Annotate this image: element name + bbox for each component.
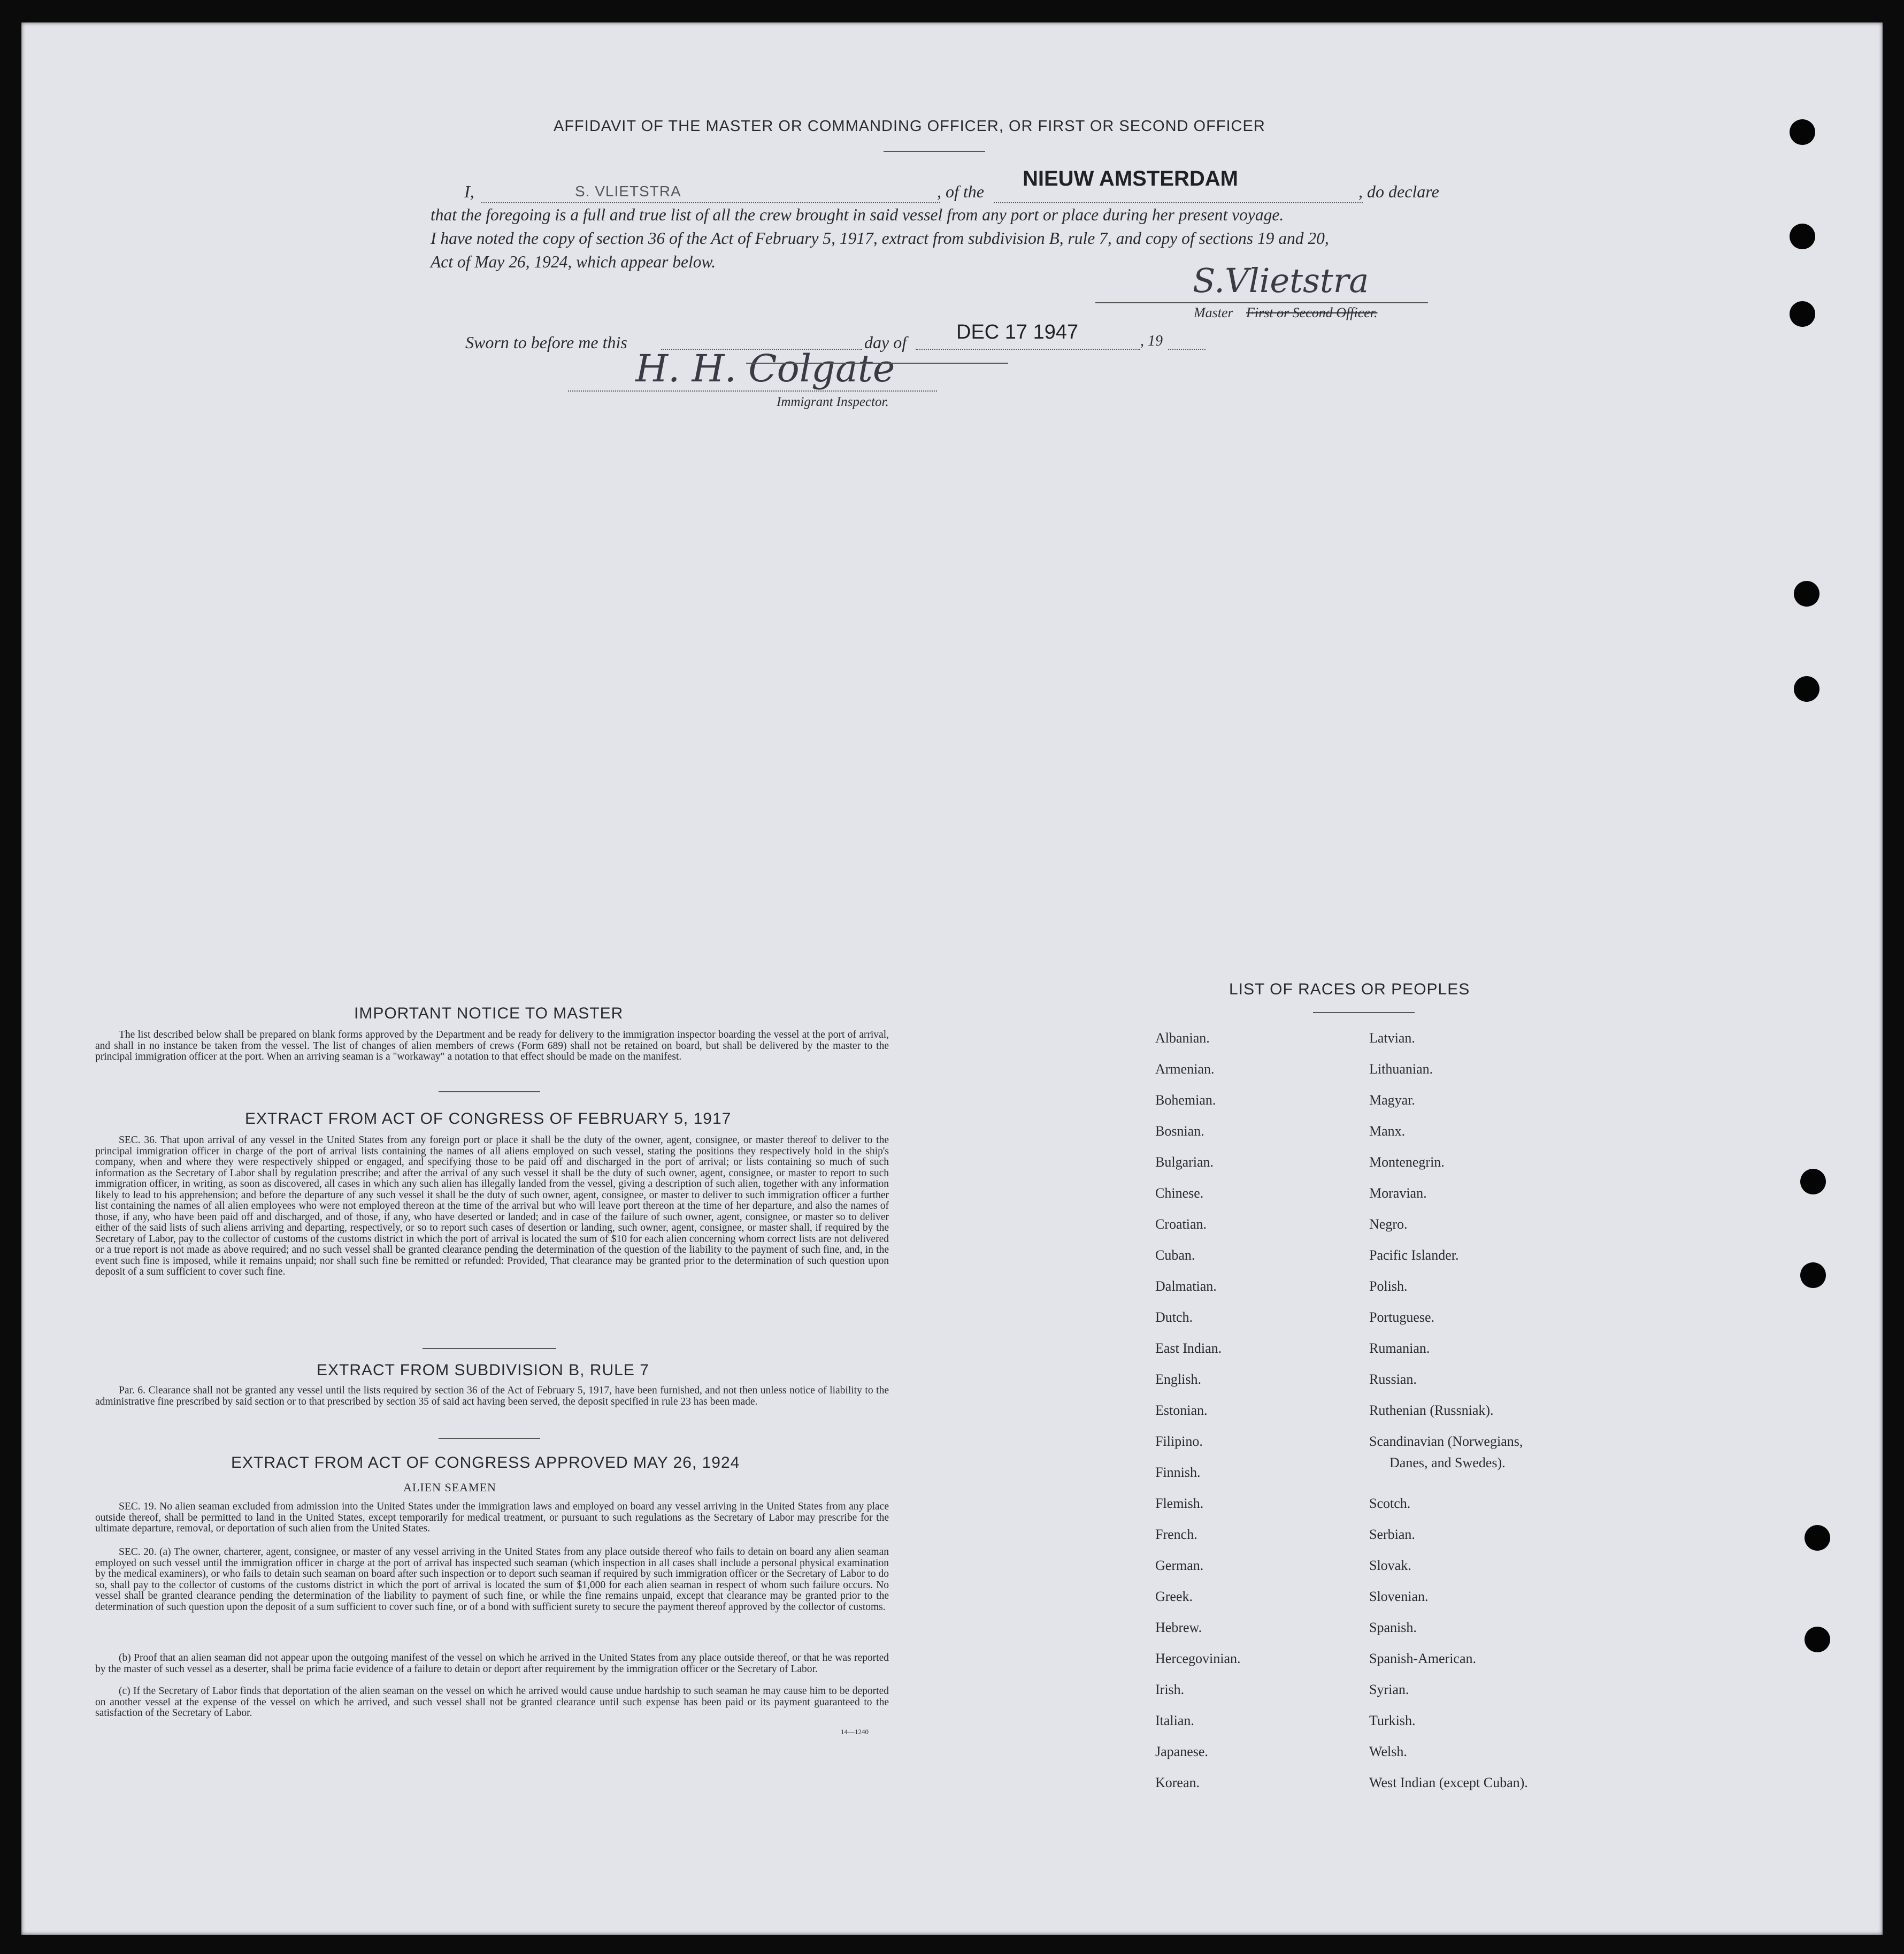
race-item: Moravian.: [1369, 1185, 1427, 1201]
binder-hole: [1800, 1262, 1826, 1288]
declaration-line-4: Act of May 26, 1924, which appear below.: [431, 252, 716, 271]
race-item: Hercegovinian.: [1155, 1651, 1241, 1666]
binder-hole: [1805, 1627, 1830, 1652]
declaration-line-2: that the foregoing is a full and true list of all the crew brought in said vessel from any port or place during her present voyage.: [431, 205, 1284, 224]
race-item: Scandinavian (Norwegians,: [1369, 1434, 1523, 1449]
sworn-year-prefix: , 19: [1140, 333, 1163, 349]
inspector-stroke: [746, 363, 1008, 364]
master-signature: S.Vlietstra: [1193, 261, 1369, 300]
alien-seamen-subheading: ALIEN SEAMEN: [403, 1481, 496, 1494]
affidavit-title: AFFIDAVIT OF THE MASTER OR COMMANDING OFFICER, OR FIRST OR SECOND OFFICER: [554, 118, 1265, 135]
race-item: Slovenian.: [1369, 1589, 1429, 1604]
rule7-body: Par. 6. Clearance shall not be granted any vessel until the lists required by section 36 of the Act of February 5, 1917, have been furnished, and not then unless notice of liability to the administrative fine prescribed by said section or to that prescribed by section 35 of said act having been served, the deposit specified in rule 23 has been made.: [95, 1385, 889, 1407]
race-item: Slovak.: [1369, 1558, 1411, 1573]
race-item: Armenian.: [1155, 1061, 1215, 1077]
race-item: Cuban.: [1155, 1247, 1195, 1263]
race-item: Finnish.: [1155, 1465, 1201, 1480]
master-signature-line: [1095, 302, 1428, 303]
race-item: German.: [1155, 1558, 1204, 1573]
race-item: Bulgarian.: [1155, 1154, 1214, 1170]
inspector-signature: H. H. Colgate: [635, 347, 895, 390]
race-item: English.: [1155, 1371, 1201, 1387]
race-item: Polish.: [1369, 1278, 1408, 1294]
race-item: Greek.: [1155, 1589, 1193, 1604]
race-item: Lithuanian.: [1369, 1061, 1433, 1077]
race-item: Latvian.: [1369, 1030, 1415, 1046]
extract-1917-rule: [423, 1348, 556, 1349]
vessel-name-stamp: NIEUW AMSTERDAM: [1023, 167, 1238, 190]
race-item: Manx.: [1369, 1123, 1406, 1139]
race-item: French.: [1155, 1527, 1197, 1542]
race-item: Scotch.: [1369, 1496, 1411, 1511]
extract-1917-body: SEC. 36. That upon arrival of any vessel in the United States from any foreign port or place it shall be the duty of the owner, agent, consignee, or master thereof to deliver to the principal immigration officer in charge of the port of arrival lists containing the names of all aliens employed on such vessel, stating the positions they respectively hold in the ship's company, when and where they were respectively shipped or engaged, and specifying those to be paid off and discharged in the port of arrival; or lists containing so much of such information as the Secretary of Labor shall by regulation prescribe; and after the arrival of any such vessel it shall be the duty of such owner, agent, consignee, or master to report to such immigration officer, in writing, as soon as discovered, all cases in which any such alien has illegally landed from the vessel, giving a description of such alien, together with any information likely to lead to his apprehension; and before the departure of any such vessel it shall be the duty of such owner, agent, consignee, or master to deliver to such immigration officer a further list containing the names of all alien employees who were not employed thereon at the time of the arrival but who will leave port thereon at the time of her departure, and also the names of those, if any, who have been paid off and discharged, and of those, if any, who have deserted or landed; and in case of the failure of such owner, agent, consignee, or master so to deliver either of the said lists of such aliens arriving and departing, respectively, or so to report such cases of desertion or landing, such owner, agent, consignee, or master shall, if required by the Secretary of Labor, pay to the collector of customs of the customs district in which the port of arrival is located the sum of $10 for each alien concerning whom correct lists are not delivered or a true report is not made as above required; and no such vessel shall be granted clearance pending the determination of the question of the liability to the payment of such fine, and, in the event such fine is imposed, while it remains unpaid; nor shall such fine be remitted or refunded: Provided, That clearance may be granted prior to the determination of such question upon deposit of a sum sufficient to cover such fine.: [95, 1135, 889, 1277]
race-item: Magyar.: [1369, 1092, 1415, 1108]
race-item: Negro.: [1369, 1216, 1408, 1232]
form-page: [21, 22, 1883, 1935]
rule7-heading: EXTRACT FROM SUBDIVISION B, RULE 7: [317, 1361, 649, 1379]
race-item: Chinese.: [1155, 1185, 1204, 1201]
race-item: East Indian.: [1155, 1340, 1222, 1356]
races-heading: LIST OF RACES OR PEOPLES: [1229, 980, 1470, 998]
race-item: Spanish-American.: [1369, 1651, 1477, 1666]
inspector-title: Immigrant Inspector.: [777, 395, 889, 409]
binder-hole: [1790, 301, 1815, 327]
officer-name-field: [481, 186, 940, 203]
form-number: 14—1240: [841, 1728, 869, 1736]
race-item: Korean.: [1155, 1775, 1200, 1790]
race-item: Estonian.: [1155, 1403, 1208, 1418]
signer-title-master: Master: [1194, 305, 1233, 320]
binder-hole: [1790, 224, 1815, 249]
sec20c-body: (c) If the Secretary of Labor finds that deportation of the alien seaman on the vessel on which he arrived would cause undue hardship to such seaman he may cause him to be deported on another vessel at the expense of the vessel on which he arrived, and such vessel shall not be granted clearance until such expense has been paid or its payment guaranteed to the satisfaction of the Secretary of Labor.: [95, 1685, 889, 1719]
race-item: Pacific Islander.: [1369, 1247, 1459, 1263]
race-item: Dutch.: [1155, 1309, 1193, 1325]
sworn-prefix: Sworn to before me this: [465, 333, 627, 352]
rule7-rule: [439, 1438, 540, 1439]
race-item: Spanish.: [1369, 1620, 1417, 1635]
race-item: Portuguese.: [1369, 1309, 1435, 1325]
sec20b-body: (b) Proof that an alien seaman did not appear upon the outgoing manifest of the vessel on which he arrived in the United States from any place outside thereof, or that he was reported by the master of such vessel as a deserter, shall be prima facie evidence of a failure to detain or deport after requirement by the immigration officer or the Secretary of Labor.: [95, 1652, 889, 1675]
binder-hole: [1794, 676, 1819, 702]
inspector-signature-line: [568, 380, 937, 392]
officer-name-stamp: S. VLIETSTRA: [575, 183, 681, 200]
race-item: Turkish.: [1369, 1713, 1416, 1728]
race-item: Syrian.: [1369, 1682, 1409, 1697]
race-item: Filipino.: [1155, 1434, 1203, 1449]
sworn-date-stamp: DEC 17 1947: [956, 321, 1079, 343]
sec19-body: SEC. 19. No alien seaman excluded from admission into the United States under the immigration laws and employed on board any vessel arriving in the United States from any place outside thereof, shall be permitted to land in the United States, except temporarily for medical treatment, or pursuant to such regulations as the Secretary of Labor may prescribe for the ultimate departure, removal, or deportation of such alien from the United States.: [95, 1501, 889, 1534]
signer-title-struck: First or Second Officer.: [1246, 305, 1378, 320]
binder-hole: [1790, 119, 1815, 145]
race-item: Montenegrin.: [1369, 1154, 1445, 1170]
race-item: Hebrew.: [1155, 1620, 1202, 1635]
declaration-prefix: I,: [464, 182, 474, 201]
binder-hole: [1800, 1169, 1826, 1194]
race-item: Croatian.: [1155, 1216, 1207, 1232]
race-item: Russian.: [1369, 1371, 1417, 1387]
race-item: Italian.: [1155, 1713, 1194, 1728]
race-item: Japanese.: [1155, 1744, 1208, 1759]
race-item: Welsh.: [1369, 1744, 1407, 1759]
race-item: West Indian (except Cuban).: [1369, 1775, 1528, 1790]
notice-rule: [439, 1091, 540, 1092]
race-item: Dalmatian.: [1155, 1278, 1217, 1294]
race-item: Serbian.: [1369, 1527, 1415, 1542]
race-item: Bohemian.: [1155, 1092, 1216, 1108]
title-rule: [884, 151, 985, 152]
race-item: Rumanian.: [1369, 1340, 1430, 1356]
binder-hole: [1794, 581, 1819, 607]
declaration-suffix: , do declare: [1358, 182, 1439, 201]
sworn-day-of: day of: [864, 333, 907, 352]
race-item: Flemish.: [1155, 1496, 1204, 1511]
binder-hole: [1805, 1525, 1830, 1551]
sworn-year-field: [1168, 337, 1206, 350]
race-item: Bosnian.: [1155, 1123, 1204, 1139]
extract-1924-heading: EXTRACT FROM ACT OF CONGRESS APPROVED MAY 26, 1924: [231, 1454, 740, 1472]
race-item: Irish.: [1155, 1682, 1185, 1697]
declaration-line-3: I have noted the copy of section 36 of the Act of February 5, 1917, extract from subdivision B, rule 7, and copy of sections 19 and 20,: [431, 229, 1329, 248]
race-item-scandinavian-continued: Danes, and Swedes).: [1389, 1455, 1506, 1470]
races-rule: [1313, 1012, 1415, 1013]
notice-body: The list described below shall be prepared on blank forms approved by the Department and be ready for delivery to the immigration inspector boarding the vessel at the port of arrival, and shall in no instance be taken from the vessel. The list of changes of alien members of crews (Form 689) shall not be retained on board, but shall be delivered by the master to the principal immigration officer at the port. When an arriving seaman is a "workaway" a notation to that effect should be made on the manifest.: [95, 1029, 889, 1062]
race-item: Ruthenian (Russniak).: [1369, 1403, 1494, 1418]
race-item: Albanian.: [1155, 1030, 1210, 1046]
notice-heading: IMPORTANT NOTICE TO MASTER: [354, 1005, 624, 1022]
sec20a-body: SEC. 20. (a) The owner, charterer, agent, consignee, or master of any vessel arriving in the United States from any place outside thereof who fails to detain on board any alien seaman employed on such vessel until the immigration officer in charge at the port of arrival has inspected such seaman (which inspection in all cases shall include a personal physical examination by the medical examiners), or who fails to detain such seaman on board after such inspection or to deport such seaman if required by such immigration officer or the Secretary of Labor to do so, shall pay to the collector of customs of the customs district in which the port of arrival is located the sum of $1,000 for each alien seaman in respect of whom such failure occurs. No vessel shall be granted clearance pending the determination of the liability to payment of such fine, or while the fine remains unpaid, except that clearance may be granted prior to the determination of such question upon the deposit of a sum sufficient to cover such fine, or of a bond with sufficient surety to secure the payment thereof approved by the collector of customs.: [95, 1546, 889, 1613]
declaration-of: , of the: [937, 182, 984, 201]
extract-1917-heading: EXTRACT FROM ACT OF CONGRESS OF FEBRUARY 5, 1917: [245, 1110, 732, 1128]
